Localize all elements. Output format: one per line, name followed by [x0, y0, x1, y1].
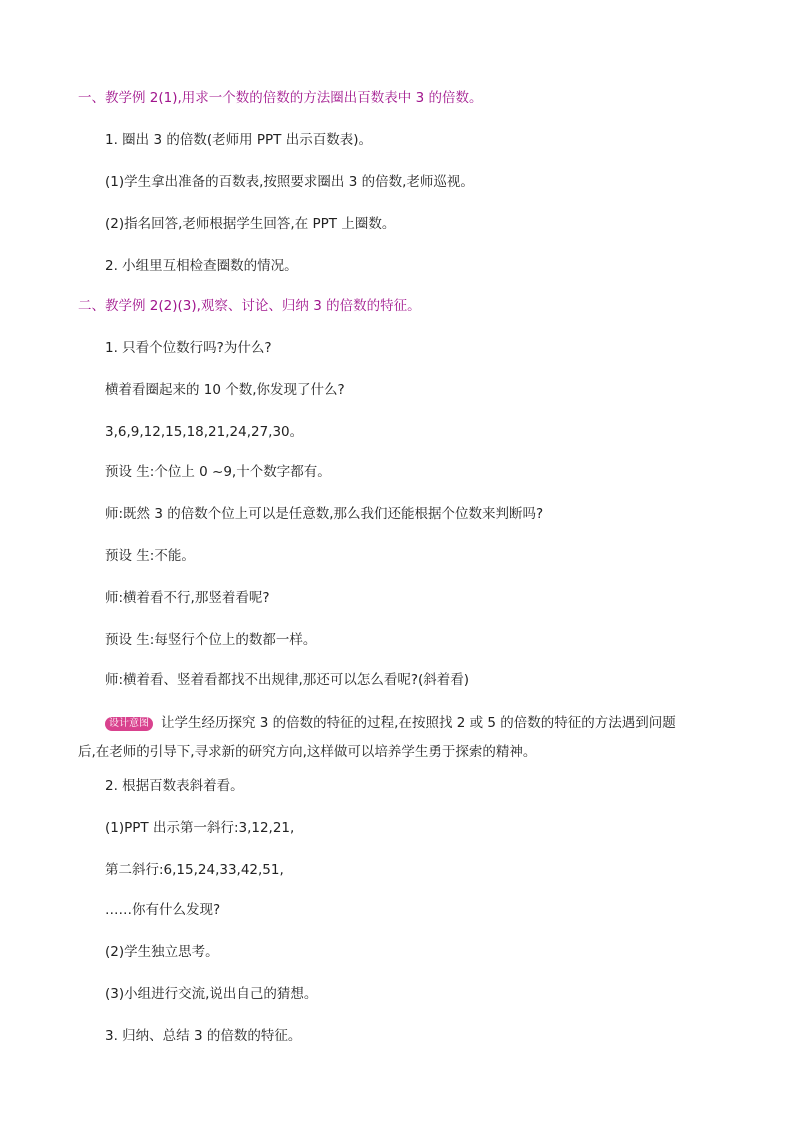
section2-step-2-1: (1)PPT 出示第一斜行:3,12,21, — [105, 820, 295, 836]
section2-item-7: 师:横着看不行,那竖着看呢? — [105, 590, 270, 606]
design-note-badge: 设计意图 — [105, 717, 153, 731]
section1-item-1: 1. 圈出 3 的倍数(老师用 PPT 出示百数表)。 — [105, 132, 372, 148]
section2-step-2: 2. 根据百数表斜着看。 — [105, 778, 244, 794]
section2-item-6: 预设 生:不能。 — [105, 548, 195, 564]
section2-item-4: 预设 生:个位上 0 ~9,十个数字都有。 — [105, 464, 331, 480]
design-note-text1: 让学生经历探究 3 的倍数的特征的过程,在按照找 2 或 5 的倍数的特征的方法遇到问题 — [161, 715, 676, 731]
section1-item-2: (1)学生拿出准备的百数表,按照要求圈出 3 的倍数,老师巡视。 — [105, 174, 474, 190]
section2-step-3: 3. 归纳、总结 3 的倍数的特征。 — [105, 1028, 302, 1044]
section2-item-1: 1. 只看个位数行吗?为什么? — [105, 340, 272, 356]
section2-heading: 二、教学例 2(2)(3),观察、讨论、归纳 3 的倍数的特征。 — [78, 298, 421, 314]
section1-heading: 一、教学例 2(1),用求一个数的倍数的方法圈出百数表中 3 的倍数。 — [78, 90, 483, 106]
section2-step-2-5: (3)小组进行交流,说出自己的猜想。 — [105, 986, 318, 1002]
section2-step-2-2: 第二斜行:6,15,24,33,42,51, — [105, 862, 284, 878]
section1-item-3: (2)指名回答,老师根据学生回答,在 PPT 上圈数。 — [105, 216, 396, 232]
section2-step-2-4: (2)学生独立思考。 — [105, 944, 219, 960]
design-note-line1 — [105, 710, 725, 736]
section1-item-4: 2. 小组里互相检查圈数的情况。 — [105, 258, 298, 274]
section2-item-8: 预设 生:每竖行个位上的数都一样。 — [105, 632, 317, 648]
section2-item-5: 师:既然 3 的倍数个位上可以是任意数,那么我们还能根据个位数来判断吗? — [105, 506, 544, 522]
section2-item-2: 横着看圈起来的 10 个数,你发现了什么? — [105, 382, 345, 398]
design-note-line2: 后,在老师的引导下,寻求新的研究方向,这样做可以培养学生勇于探索的精神。 — [78, 744, 537, 760]
section2-item-9: 师:横着看、竖着看都找不出规律,那还可以怎么看呢?(斜着看) — [105, 672, 470, 688]
section2-item-3: 3,6,9,12,15,18,21,24,27,30。 — [105, 424, 304, 440]
section2-step-2-3: ……你有什么发现? — [105, 902, 221, 918]
